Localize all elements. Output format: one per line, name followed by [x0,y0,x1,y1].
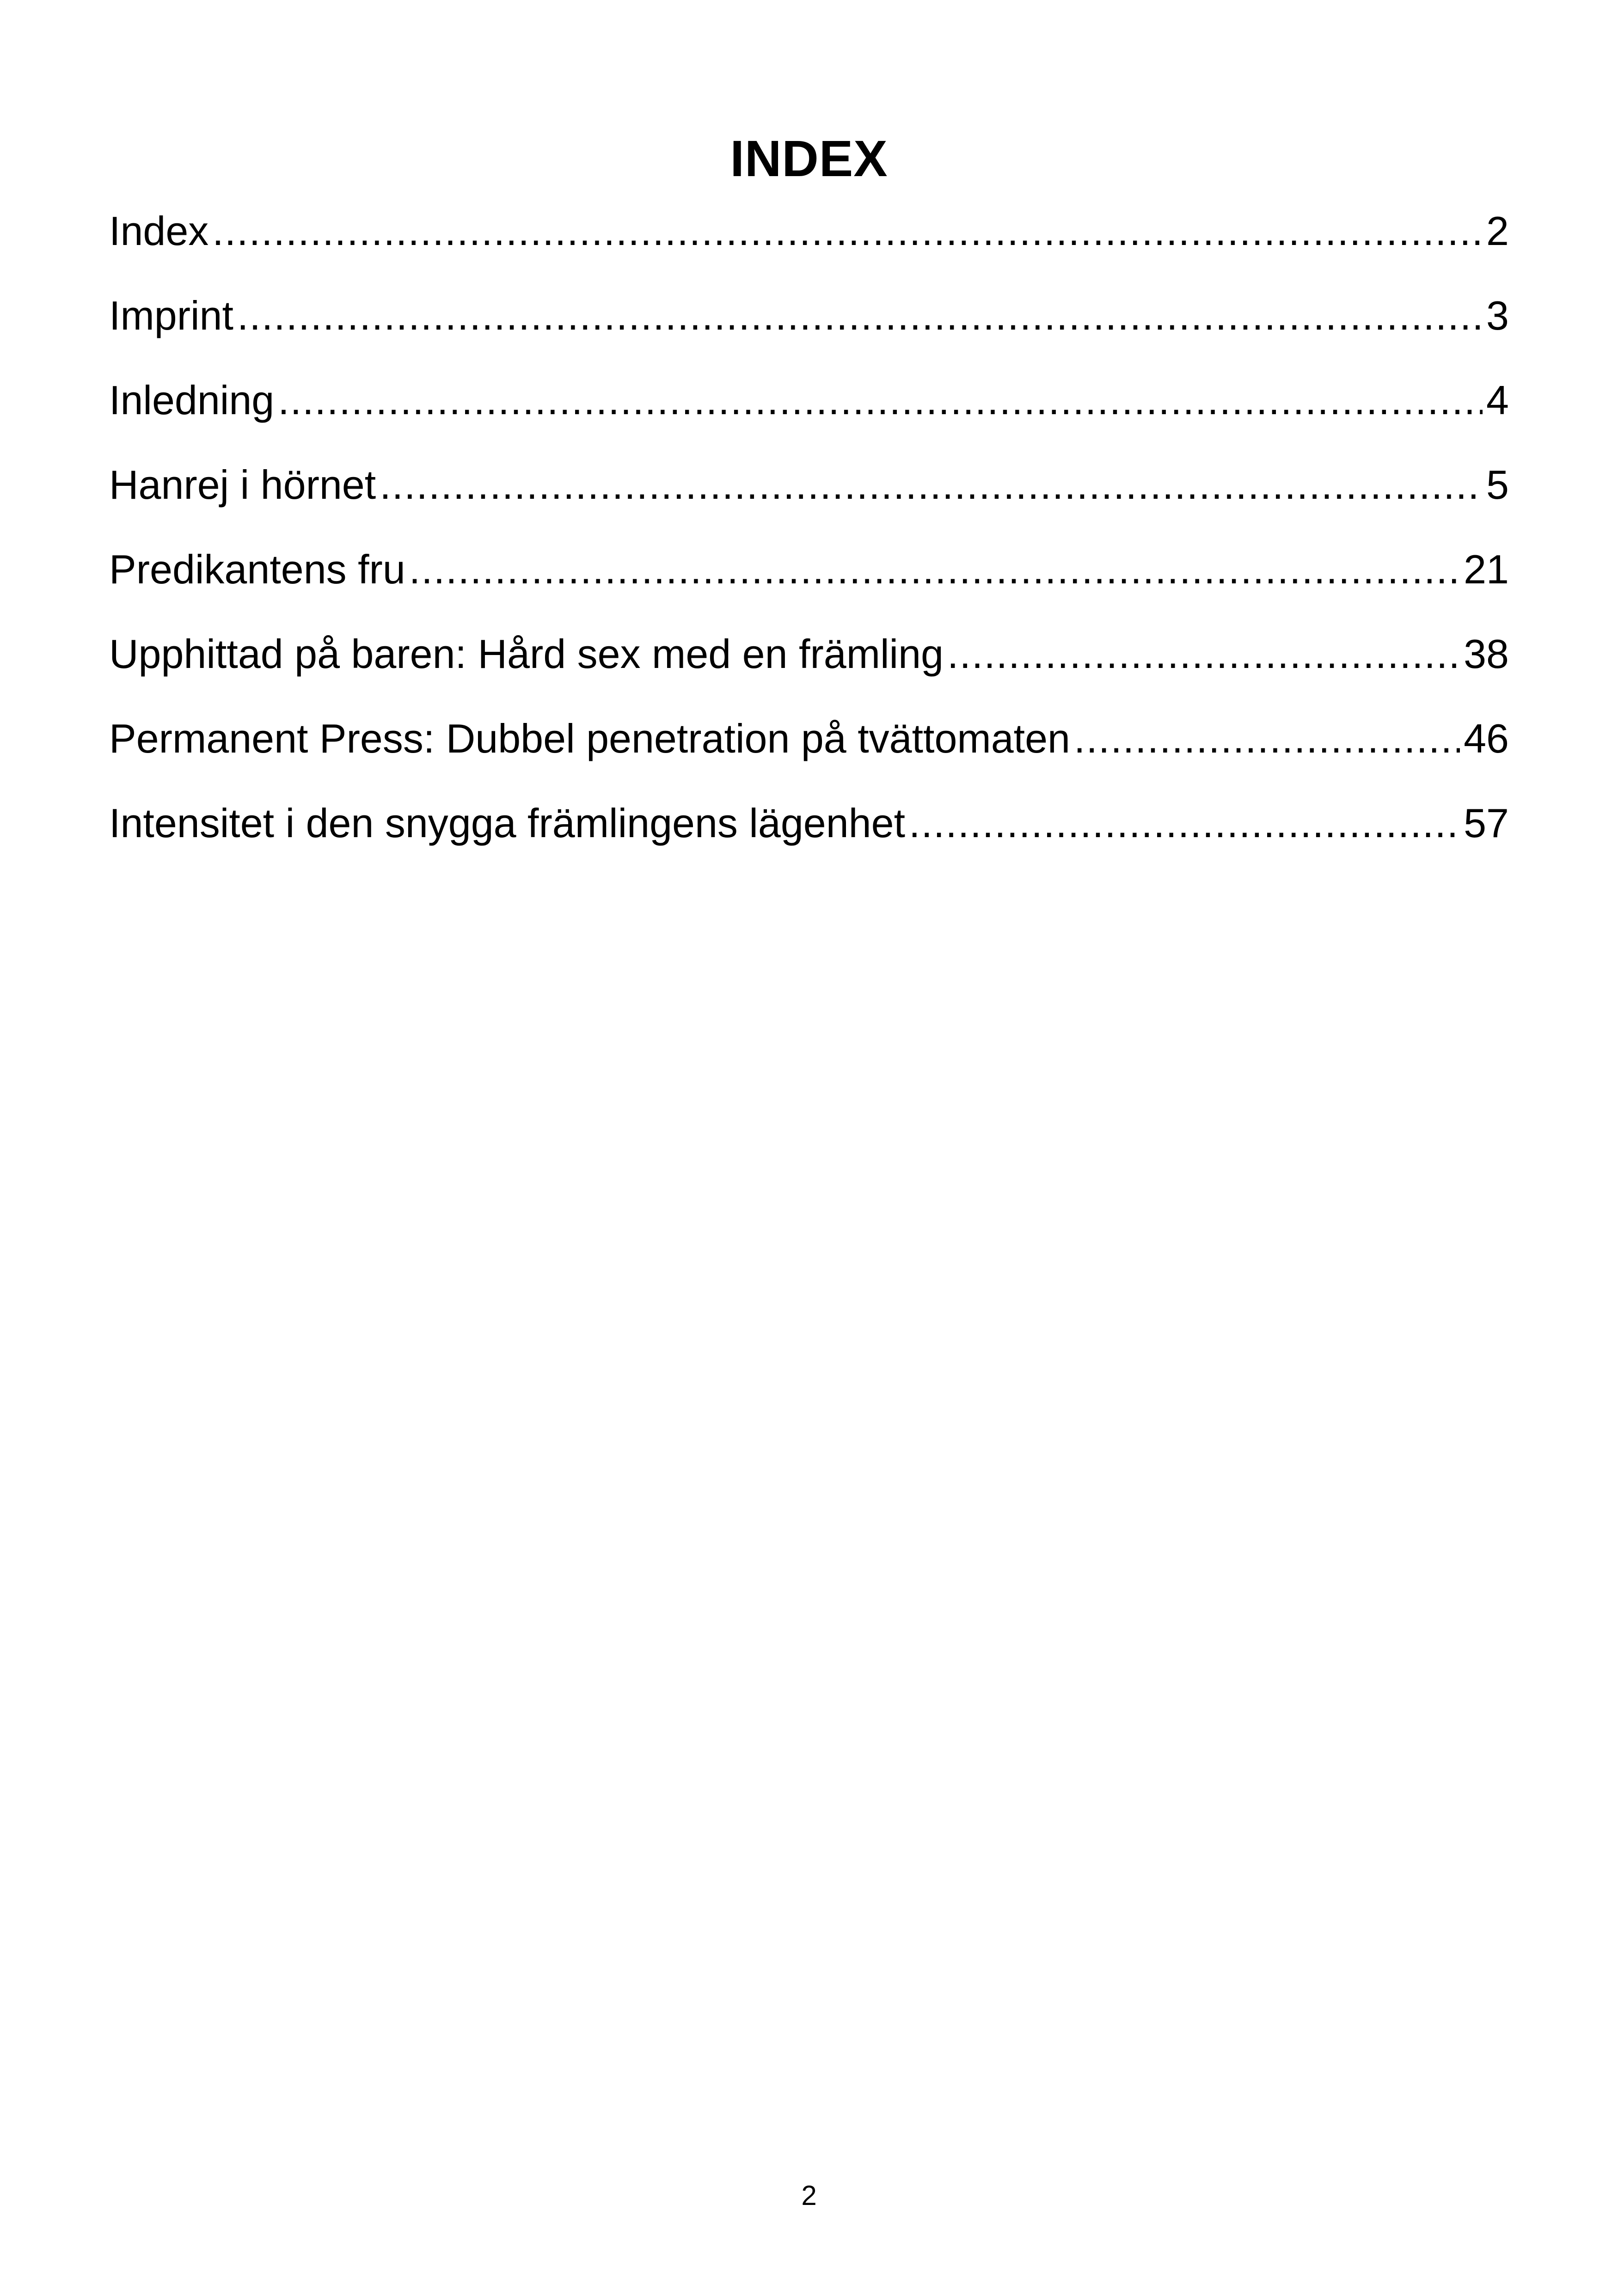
toc-dot-leader [1074,711,1460,766]
toc-dot-leader [380,457,1483,513]
toc-entry-index[interactable] [109,203,1509,288]
toc-entry-page: 46 [1464,716,1509,761]
table-of-contents [109,203,1509,880]
toc-entry-page: 2 [1486,208,1509,254]
toc-entry-title: Hanrej i hörnet [109,462,376,508]
toc-dot-leader [278,373,1483,428]
toc-entry-page: 5 [1486,462,1509,508]
toc-entry-page: 21 [1464,546,1509,592]
toc-entry-title: Permanent Press: Dubbel penetration på tvättomaten [109,716,1070,761]
toc-entry-page: 3 [1486,293,1509,338]
toc-entry-hanrej-i-hornet[interactable] [109,457,1509,542]
toc-dot-leader [409,542,1460,597]
toc-entry-permanent-press[interactable] [109,711,1509,796]
toc-entry-title: Inledning [109,377,275,423]
page-title: INDEX [730,130,888,187]
toc-entry-page: 57 [1464,800,1509,846]
toc-dot-leader [947,626,1460,682]
toc-entry-upphittad-pa-baren[interactable] [109,626,1509,711]
toc-dot-leader [237,288,1483,343]
toc-entry-title: Intensitet i den snygga främlingens lägenhet [109,800,906,846]
toc-entry-page: 4 [1486,377,1509,423]
toc-entry-imprint[interactable] [109,288,1509,373]
toc-entry-page: 38 [1464,631,1509,677]
toc-entry-title: Upphittad på baren: Hård sex med en främling [109,631,944,677]
toc-entry-predikantens-fru[interactable] [109,542,1509,626]
toc-dot-leader [909,796,1460,851]
toc-entry-title: Predikantens fru [109,546,405,592]
toc-entry-inledning[interactable] [109,373,1509,457]
page-number: 2 [801,2180,817,2211]
toc-entry-title: Index [109,208,209,254]
toc-entry-title: Imprint [109,293,233,338]
toc-dot-leader [212,203,1483,259]
toc-entry-intensitet[interactable] [109,796,1509,880]
